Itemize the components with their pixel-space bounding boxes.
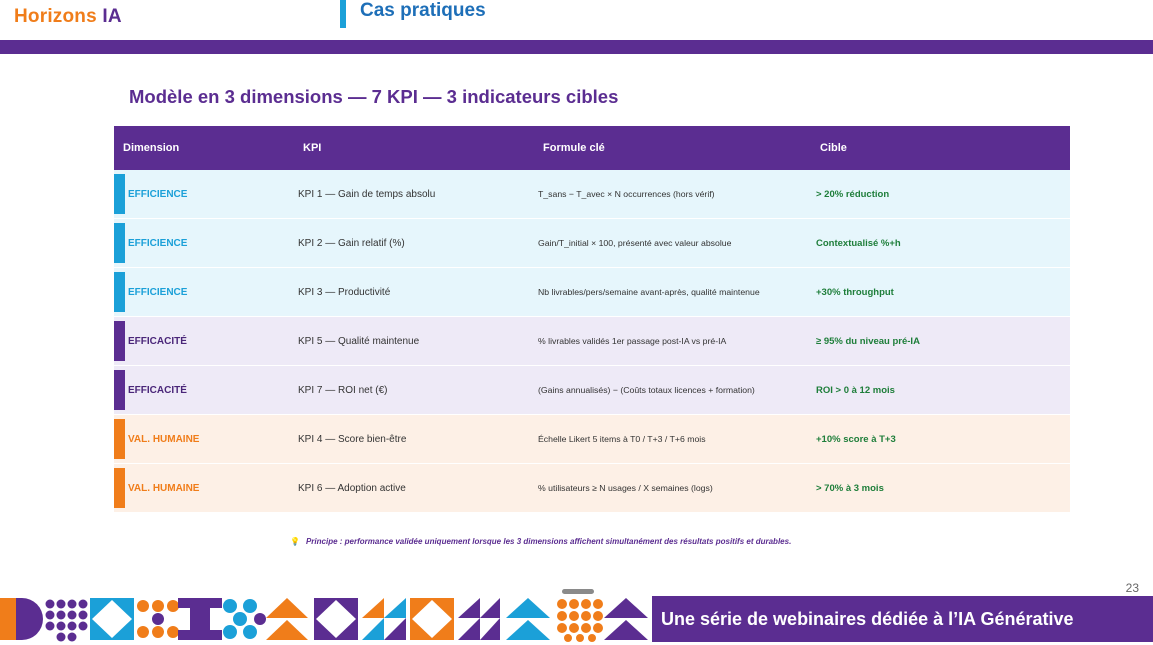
cell-formula: T_sans − T_avec × N occurrences (hors vérif) — [538, 189, 715, 199]
cell-target: > 70% à 3 mois — [816, 482, 884, 494]
dimension-color-bar — [114, 272, 125, 312]
cell-kpi: KPI 4 — Score bien-être — [298, 433, 407, 445]
dimension-color-bar — [114, 321, 125, 361]
drag-handle[interactable] — [562, 589, 594, 594]
header-formula: Formule clé — [543, 142, 605, 154]
table-body — [114, 170, 1070, 513]
cell-target: ≥ 95% du niveau pré-IA — [816, 335, 920, 347]
principle-text: Principe : performance validée uniquement lorsque les 3 dimensions affichent simultanément des résultats positifs et durables. — [305, 537, 792, 546]
cell-dimension: EFFICIENCE — [128, 237, 188, 249]
slide-title: Modèle en 3 dimensions — 7 KPI — 3 indicateurs cibles — [129, 86, 619, 107]
dimension-color-bar — [114, 468, 125, 508]
header-dimension: Dimension — [123, 142, 180, 154]
brand-name: Horizons — [14, 6, 97, 27]
principle-note — [290, 537, 791, 546]
dimension-color-bar — [114, 223, 125, 263]
cell-formula: Échelle Likert 5 items à T0 / T+3 / T+6 mois — [538, 434, 706, 444]
table-row — [114, 219, 1070, 268]
dimension-color-bar — [114, 370, 125, 410]
table-row — [114, 170, 1070, 219]
cell-dimension: EFFICIENCE — [128, 188, 188, 200]
page-number: 23 — [1125, 581, 1139, 595]
header-kpi: KPI — [303, 142, 322, 154]
cell-target: Contextualisé %+h — [816, 237, 901, 249]
cell-kpi: KPI 7 — ROI net (€) — [298, 384, 388, 396]
cell-formula: Gain/T_initial × 100, présenté avec valeur absolue — [538, 238, 732, 248]
brand-suffix: IA — [102, 6, 122, 27]
dimension-color-bar — [114, 174, 125, 214]
table-row — [114, 366, 1070, 415]
cell-formula: Nb livrables/pers/semaine avant-après, qualité maintenue — [538, 287, 760, 297]
cell-kpi: KPI 5 — Qualité maintenue — [298, 335, 420, 347]
cell-kpi: KPI 6 — Adoption active — [298, 482, 406, 494]
cell-target: > 20% réduction — [816, 188, 890, 200]
dimension-color-bar — [114, 419, 125, 459]
lightbulb-icon: 💡 — [290, 537, 300, 546]
cell-dimension: EFFICACITÉ — [128, 384, 187, 396]
cell-kpi: KPI 3 — Productivité — [298, 286, 391, 298]
table-row — [114, 415, 1070, 464]
cell-formula: (Gains annualisés) − (Coûts totaux licences + formation) — [538, 385, 755, 395]
table-row — [114, 464, 1070, 513]
table-header — [114, 126, 1070, 170]
cell-target: ROI > 0 à 12 mois — [816, 384, 895, 396]
section-marker — [340, 0, 346, 28]
cell-kpi: KPI 1 — Gain de temps absolu — [298, 188, 436, 200]
table-row — [114, 317, 1070, 366]
cell-dimension: VAL. HUMAINE — [128, 482, 200, 494]
cell-target: +30% throughput — [816, 286, 894, 298]
header-target: Cible — [820, 142, 847, 154]
header-band — [0, 40, 1153, 54]
footer-banner: Une série de webinaires dédiée à l’IA Générative — [652, 596, 1153, 642]
section-title: Cas pratiques — [360, 0, 486, 21]
cell-target: +10% score à T+3 — [816, 433, 896, 445]
table-row — [114, 268, 1070, 317]
cell-kpi: KPI 2 — Gain relatif (%) — [298, 237, 405, 249]
brand-logo — [14, 6, 122, 28]
kpi-table — [114, 126, 1070, 513]
cell-formula: % utilisateurs ≥ N usages / X semaines (logs) — [538, 483, 713, 493]
cell-dimension: EFFICACITÉ — [128, 335, 187, 347]
decorative-shapes — [0, 596, 652, 642]
cell-formula: % livrables validés 1er passage post-IA vs pré-IA — [538, 336, 727, 346]
cell-dimension: VAL. HUMAINE — [128, 433, 200, 445]
cell-dimension: EFFICIENCE — [128, 286, 188, 298]
